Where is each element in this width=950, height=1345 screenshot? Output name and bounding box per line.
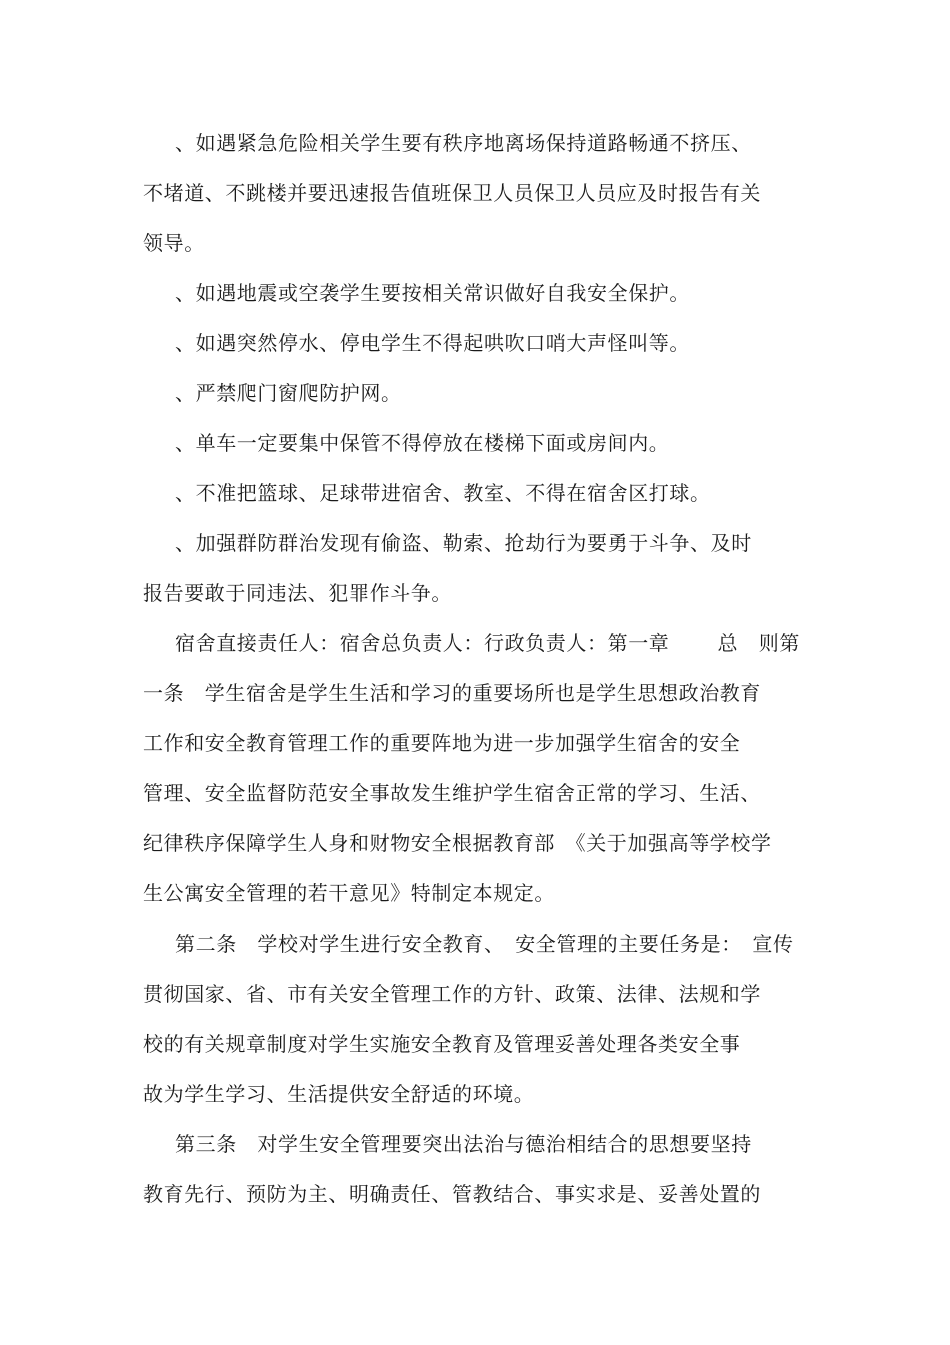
text-line: 生公寓安全管理的若干意见》特制定本规定。 [143,881,555,905]
text-line: 教育先行、预防为主、明确责任、管教结合、事实求是、妥善处置的 [143,1182,761,1206]
text-line: 纪律秩序保障学生人身和财物安全根据教育部 《关于加强高等学校学 [143,831,772,855]
text-line: 报告要敢于同违法、犯罪作斗争。 [143,581,452,605]
text-line: 工作和安全教育管理工作的重要阵地为进一步加强学生宿舍的安全 [143,731,741,755]
text-line: 第三条 对学生安全管理要突出法治与德治相结合的思想要坚持 [175,1132,752,1156]
text-line: 故为学生学习、生活提供安全舒适的环境。 [143,1082,535,1106]
text-line: 不堵道、不跳楼并要迅速报告值班保卫人员保卫人员应及时报告有关 [143,181,761,205]
text-line: 校的有关规章制度对学生实施安全教育及管理妥善处理各类安全事 [143,1032,741,1056]
text-line: 、如遇紧急危险相关学生要有秩序地离场保持道路畅通不挤压、 [175,131,752,155]
text-line: 、单车一定要集中保管不得停放在楼梯下面或房间内。 [175,431,670,455]
text-line: 管理、安全监督防范安全事故发生维护学生宿舍正常的学习、生活、 [143,781,761,805]
text-line: 宿舍直接责任人：宿舍总负责人：行政负责人：第一章 总 则第 [175,631,800,655]
text-line: 、严禁爬门窗爬防护网。 [175,381,402,405]
text-line: 贯彻国家、省、市有关安全管理工作的方针、政策、法律、法规和学 [143,982,761,1006]
text-line: 一条 学生宿舍是学生生活和学习的重要场所也是学生思想政治教育 [143,681,761,705]
text-line: 领导。 [143,231,205,255]
text-line: 第二条 学校对学生进行安全教育、 安全管理的主要任务是： 宣传 [175,932,794,956]
text-line: 、如遇地震或空袭学生要按相关常识做好自我安全保护。 [175,281,690,305]
text-line: 、如遇突然停水、停电学生不得起哄吹口哨大声怪叫等。 [175,331,690,355]
text-line: 、不准把篮球、足球带进宿舍、教室、不得在宿舍区打球。 [175,481,711,505]
text-line: 、加强群防群治发现有偷盗、勒索、抢劫行为要勇于斗争、及时 [175,531,752,555]
